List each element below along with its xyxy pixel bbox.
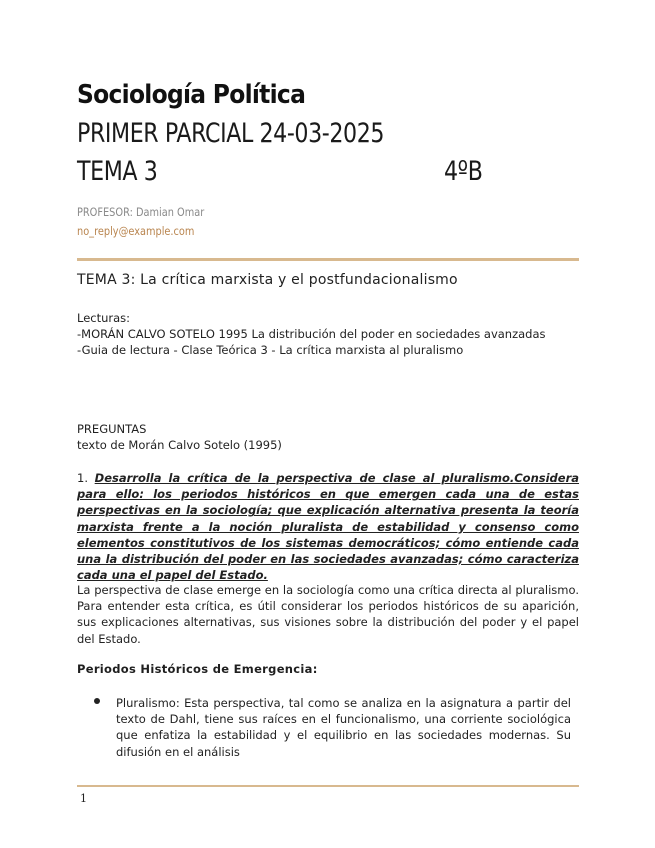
exam-line: PRIMER PARCIAL 24-03-2025 [77,118,385,149]
preguntas-source: texto de Morán Calvo Sotelo (1995) [77,438,282,452]
footer-divider [77,785,579,787]
answer-intro: La perspectiva de clase emerge en la sociología como una crítica directa al pluralismo. Para entender esta crítica, es útil considerar los periodos históricos de su aparición, sus explicaciones alternativas, sus visiones sobre la distribución del poder y el papel del Estado. [77,583,579,646]
bullet-icon [94,698,100,704]
bullet-text: Pluralismo: Esta perspectiva, tal como se analiza en la asignatura a partir del texto de Dahl, tiene sus raíces en el funcionalismo, una corriente sociológica que enfatiza la estabilidad y el equilibrio en las sociedades modernas. Su difusión en el análisis [116,696,571,759]
document-title: Sociología Política [77,80,306,110]
professor-email[interactable]: no_reply@example.com [77,224,195,238]
question-1 [77,470,579,583]
lecturas-label: Lecturas: [77,311,131,325]
header-divider [77,258,579,261]
tema-label: TEMA 3 [77,156,158,187]
preguntas-label: PREGUNTAS [77,422,147,436]
course-label: 4ºB [444,156,483,187]
question-number: 1. [77,471,88,485]
lectura-item: -MORÁN CALVO SOTELO 1995 La distribución del poder en sociedades avanzadas [77,327,546,341]
lectura-item: -Guia de lectura - Clase Teórica 3 - La crítica marxista al pluralismo [77,343,464,357]
professor-name: PROFESOR: Damian Omar [77,205,205,219]
section-heading: Periodos Históricos de Emergencia: [77,662,318,676]
tema-heading: TEMA 3: La crítica marxista y el postfundacionalismo [77,272,458,288]
question-text: Desarrolla la crítica de la perspectiva de clase al pluralismo.Considera para ello: los periodos históricos en que emergen cada una de estas perspectivas en la sociología; que explicación alternativa presenta la teoría marxista frente a la noción pluralista de estabilidad y consenso como elementos constitutivos de los sistemas democráticos; cómo entiende cada una la distribución del poder en las sociedades avanzadas; cómo caracteriza cada una el papel del Estado. [77,471,580,583]
page-number: 1 [80,792,87,805]
